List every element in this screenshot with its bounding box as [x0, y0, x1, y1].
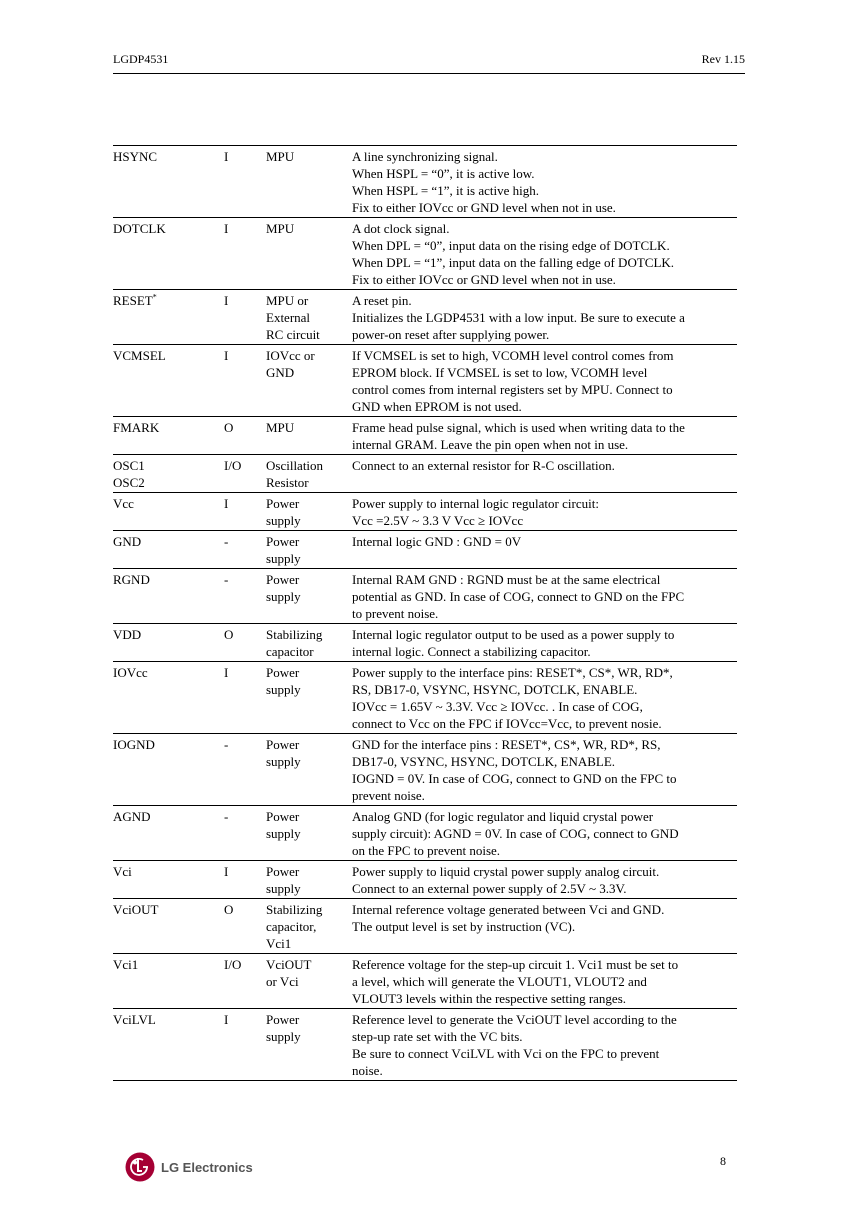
- pin-name: [113, 493, 224, 531]
- pin-description-line: RS, DB17-0, VSYNC, HSYNC, DOTCLK, ENABLE.: [352, 682, 638, 697]
- pin-row: [113, 531, 737, 569]
- pin-description-line: DB17-0, VSYNC, HSYNC, DOTCLK, ENABLE.: [352, 754, 616, 769]
- pin-description: [352, 455, 737, 493]
- pin-connection-line: supply: [266, 1029, 301, 1044]
- pin-connection-line: Stabilizing: [266, 627, 323, 642]
- lg-logo: [125, 1152, 253, 1182]
- pin-description: [352, 290, 737, 345]
- pin-description-line: prevent noise.: [352, 788, 425, 803]
- header-divider: [113, 73, 745, 74]
- pin-name: [113, 734, 224, 806]
- pin-description-line: internal GRAM. Leave the pin open when not in use.: [352, 437, 629, 452]
- pin-name: [113, 899, 224, 954]
- pin-name: [113, 806, 224, 861]
- pin-description: [352, 1009, 737, 1081]
- pin-name: [113, 569, 224, 624]
- pin-connection-line: Power: [266, 1012, 300, 1027]
- pin-description: [352, 218, 737, 290]
- pin-row: [113, 806, 737, 861]
- pin-description-line: control comes from internal registers set by MPU. Connect to: [352, 382, 673, 397]
- pin-connection: [266, 624, 352, 662]
- pin-description-line: A line synchronizing signal.: [352, 149, 498, 164]
- lg-face-icon: [125, 1152, 155, 1182]
- pin-io: I: [224, 1009, 266, 1081]
- pin-connection-line: supply: [266, 881, 301, 896]
- pin-description-line: Analog GND (for logic regulator and liquid crystal power: [352, 809, 654, 824]
- pin-io: I: [224, 861, 266, 899]
- pin-name-text: RESET: [113, 293, 153, 308]
- pin-name-text: HSYNC: [113, 149, 158, 164]
- pin-connection: [266, 345, 352, 417]
- pin-name-text: OSC1: [113, 458, 145, 473]
- pin-name-text: DOTCLK: [113, 221, 166, 236]
- pin-connection-line: Stabilizing: [266, 902, 323, 917]
- pin-row: [113, 417, 737, 455]
- pin-connection: [266, 569, 352, 624]
- pin-description-line: Internal RAM GND : RGND must be at the same electrical: [352, 572, 661, 587]
- pin-row: [113, 1009, 737, 1081]
- pin-connection-line: GND: [266, 365, 295, 380]
- pin-connection-line: Power: [266, 534, 300, 549]
- pin-description-line: Connect to an external resistor for R-C oscillation.: [352, 458, 615, 473]
- pin-connection: [266, 861, 352, 899]
- pin-io: O: [224, 417, 266, 455]
- pin-connection-line: Power: [266, 809, 300, 824]
- pin-row: [113, 954, 737, 1009]
- pin-connection-line: MPU: [266, 149, 295, 164]
- pin-connection: [266, 417, 352, 455]
- pin-description-line: GND for the interface pins : RESET*, CS*, WR, RD*, RS,: [352, 737, 661, 752]
- pin-connection: [266, 455, 352, 493]
- pin-connection-line: MPU: [266, 420, 295, 435]
- pin-description-line: Internal logic regulator output to be used as a power supply to: [352, 627, 675, 642]
- pin-description: [352, 146, 737, 218]
- pin-name-superscript: *: [152, 292, 157, 302]
- pin-connection: [266, 806, 352, 861]
- pin-description-line: potential as GND. In case of COG, connect to GND on the FPC: [352, 589, 685, 604]
- pin-io: I: [224, 345, 266, 417]
- pin-name-text: FMARK: [113, 420, 160, 435]
- pin-io: O: [224, 624, 266, 662]
- pin-row: [113, 624, 737, 662]
- pin-connection-line: IOVcc or: [266, 348, 315, 363]
- pin-connection-line: Power: [266, 864, 300, 879]
- pin-description-line: power-on reset after supplying power.: [352, 327, 550, 342]
- pin-connection: [266, 662, 352, 734]
- pin-description: [352, 417, 737, 455]
- pin-description-line: GND when EPROM is not used.: [352, 399, 522, 414]
- pin-description-line: Power supply to internal logic regulator circuit:: [352, 496, 599, 511]
- pin-name-text: VciOUT: [113, 902, 159, 917]
- pin-name-text: AGND: [113, 809, 151, 824]
- pin-connection-line: supply: [266, 826, 301, 841]
- pin-io: I: [224, 493, 266, 531]
- pin-description: [352, 662, 737, 734]
- pin-name-text: Vci: [113, 864, 132, 879]
- pin-io: I: [224, 218, 266, 290]
- pin-name: [113, 455, 224, 493]
- pin-description-line: Reference voltage for the step-up circuit 1. Vci1 must be set to: [352, 957, 679, 972]
- pin-connection: [266, 146, 352, 218]
- pin-description-line: Initializes the LGDP4531 with a low input. Be sure to execute a: [352, 310, 685, 325]
- pin-row: [113, 493, 737, 531]
- pin-row: [113, 662, 737, 734]
- pin-description-line: connect to Vcc on the FPC if IOVcc=Vcc, to prevent nosie.: [352, 716, 662, 731]
- pin-io: I: [224, 662, 266, 734]
- pin-name-text: GND: [113, 534, 142, 549]
- pin-row: [113, 861, 737, 899]
- pin-name-text: VciLVL: [113, 1012, 156, 1027]
- pin-description-line: Vcc =2.5V ~ 3.3 V Vcc ≥ IOVcc: [352, 513, 524, 528]
- pin-name: [113, 345, 224, 417]
- pin-description-line: a level, which will generate the VLOUT1, VLOUT2 and: [352, 974, 647, 989]
- pin-name: [113, 662, 224, 734]
- pin-description: [352, 569, 737, 624]
- pin-row: [113, 734, 737, 806]
- pin-description-line: A reset pin.: [352, 293, 412, 308]
- pin-connection-line: MPU or: [266, 293, 309, 308]
- pin-name: [113, 218, 224, 290]
- pin-name: [113, 531, 224, 569]
- pin-connection-line: Power: [266, 572, 300, 587]
- pin-description-line: When HSPL = “0”, it is active low.: [352, 166, 535, 181]
- pin-connection-line: Power: [266, 737, 300, 752]
- pin-io: I/O: [224, 954, 266, 1009]
- pin-description-line: Fix to either IOVcc or GND level when not in use.: [352, 272, 616, 287]
- pin-connection: [266, 493, 352, 531]
- pin-name: [113, 146, 224, 218]
- pin-description-line: noise.: [352, 1063, 383, 1078]
- pin-description-line: VLOUT3 levels within the respective setting ranges.: [352, 991, 627, 1006]
- pin-description-line: Fix to either IOVcc or GND level when not in use.: [352, 200, 616, 215]
- pin-connection: [266, 954, 352, 1009]
- pin-description-line: Reference level to generate the VciOUT level according to the: [352, 1012, 677, 1027]
- pin-io: I: [224, 290, 266, 345]
- pin-description: [352, 954, 737, 1009]
- pin-row: [113, 290, 737, 345]
- pin-connection: [266, 531, 352, 569]
- pin-description-line: to prevent noise.: [352, 606, 439, 621]
- pin-connection: [266, 1009, 352, 1081]
- pin-description-line: If VCMSEL is set to high, VCOMH level control comes from: [352, 348, 674, 363]
- pin-name-text: VDD: [113, 627, 142, 642]
- pin-description-line: internal logic. Connect a stabilizing capacitor.: [352, 644, 591, 659]
- pin-row: [113, 345, 737, 417]
- pin-description-line: on the FPC to prevent noise.: [352, 843, 501, 858]
- pin-description-line: supply circuit): AGND = 0V. In case of COG, connect to GND: [352, 826, 679, 841]
- pin-description-line: step-up rate set with the VC bits.: [352, 1029, 523, 1044]
- pin-connection-line: supply: [266, 589, 301, 604]
- pin-name-text: IOGND: [113, 737, 155, 752]
- pin-row: [113, 455, 737, 493]
- pin-description-line: Power supply to the interface pins: RESET*, CS*, WR, RD*,: [352, 665, 673, 680]
- pin-name: [113, 954, 224, 1009]
- pin-name: [113, 1009, 224, 1081]
- pin-connection-line: supply: [266, 754, 301, 769]
- pin-connection-line: MPU: [266, 221, 295, 236]
- pin-description-line: EPROM block. If VCMSEL is set to low, VCOMH level: [352, 365, 648, 380]
- header-doc-id: LGDP4531: [113, 52, 169, 66]
- pin-connection: [266, 290, 352, 345]
- pin-connection-line: Oscillation: [266, 458, 324, 473]
- pin-io: -: [224, 569, 266, 624]
- pin-connection-line: Vci1: [266, 936, 292, 951]
- pin-row: [113, 899, 737, 954]
- pin-description: [352, 624, 737, 662]
- pin-connection-line: supply: [266, 682, 301, 697]
- pin-description: [352, 493, 737, 531]
- pin-connection: [266, 734, 352, 806]
- pin-name-text: IOVcc: [113, 665, 148, 680]
- pin-description-line: When HSPL = “1”, it is active high.: [352, 183, 540, 198]
- pin-name: [113, 624, 224, 662]
- pin-connection-line: supply: [266, 513, 301, 528]
- pin-io: -: [224, 806, 266, 861]
- pin-io: I: [224, 146, 266, 218]
- pin-connection-line: capacitor,: [266, 919, 317, 934]
- pin-io: I/O: [224, 455, 266, 493]
- pin-name: [113, 417, 224, 455]
- pin-description-line: IOVcc = 1.65V ~ 3.3V. Vcc ≥ IOVcc. . In case of COG,: [352, 699, 643, 714]
- pin-description: [352, 861, 737, 899]
- pin-description-line: Frame head pulse signal, which is used when writing data to the: [352, 420, 685, 435]
- pin-connection-line: Power: [266, 665, 300, 680]
- pin-description-line: Be sure to connect VciLVL with Vci on the FPC to prevent: [352, 1046, 660, 1061]
- pin-description-line: A dot clock signal.: [352, 221, 450, 236]
- pin-connection-line: RC circuit: [266, 327, 320, 342]
- pin-description-line: When DPL = “1”, input data on the falling edge of DOTCLK.: [352, 255, 675, 270]
- pin-description-table: [113, 145, 737, 1081]
- pin-name-text: RGND: [113, 572, 150, 587]
- lg-brand-text: LG Electronics: [161, 1159, 253, 1175]
- pin-row: [113, 569, 737, 624]
- pin-connection-line: Power: [266, 496, 300, 511]
- pin-connection: [266, 218, 352, 290]
- pin-description-line: Internal logic GND : GND = 0V: [352, 534, 522, 549]
- pin-name: [113, 290, 224, 345]
- pin-row: [113, 218, 737, 290]
- pin-name: [113, 861, 224, 899]
- pin-connection-line: or Vci: [266, 974, 299, 989]
- pin-description: [352, 899, 737, 954]
- pin-description-line: IOGND = 0V. In case of COG, connect to GND on the FPC to: [352, 771, 677, 786]
- pin-connection-line: VciOUT: [266, 957, 312, 972]
- pin-name-text: OSC2: [113, 475, 145, 490]
- pin-description: [352, 531, 737, 569]
- pin-row: [113, 146, 737, 218]
- pin-description-line: The output level is set by instruction (VC).: [352, 919, 576, 934]
- pin-connection-line: External: [266, 310, 311, 325]
- pin-name-text: VCMSEL: [113, 348, 166, 363]
- pin-description-line: When DPL = “0”, input data on the rising edge of DOTCLK.: [352, 238, 670, 253]
- pin-io: O: [224, 899, 266, 954]
- pin-connection-line: supply: [266, 551, 301, 566]
- pin-connection-line: capacitor: [266, 644, 314, 659]
- pin-description-line: Power supply to liquid crystal power supply analog circuit.: [352, 864, 660, 879]
- pin-description: [352, 806, 737, 861]
- pin-name-text: Vcc: [113, 496, 134, 511]
- pin-connection-line: Resistor: [266, 475, 309, 490]
- pin-io: -: [224, 531, 266, 569]
- pin-description-line: Connect to an external power supply of 2.5V ~ 3.3V.: [352, 881, 627, 896]
- pin-io: -: [224, 734, 266, 806]
- pin-description: [352, 734, 737, 806]
- pin-description-line: Internal reference voltage generated between Vci and GND.: [352, 902, 665, 917]
- pin-description: [352, 345, 737, 417]
- pin-table-body: [113, 146, 737, 1081]
- header-revision: Rev 1.15: [701, 52, 745, 66]
- page-number: 8: [720, 1154, 726, 1168]
- pin-connection: [266, 899, 352, 954]
- pin-name-text: Vci1: [113, 957, 139, 972]
